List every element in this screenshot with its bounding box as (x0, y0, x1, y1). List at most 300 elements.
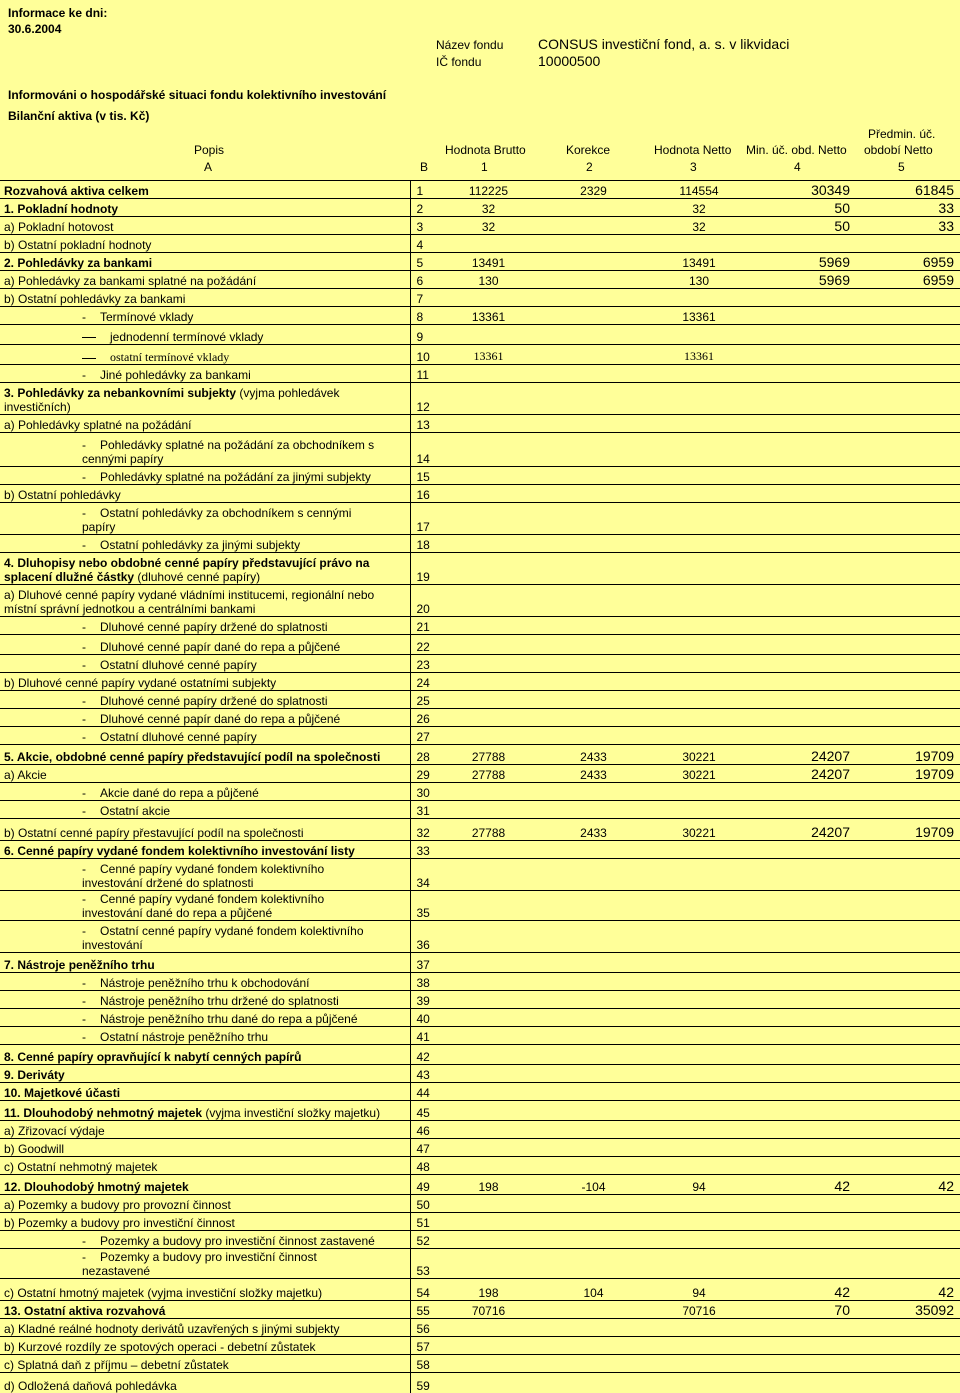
cell-korekce (541, 973, 646, 991)
row-description: 2. Pohledávky za bankami (0, 253, 410, 271)
table-row (0, 345, 960, 365)
cell-korekce (541, 1065, 646, 1083)
table-row (0, 745, 960, 765)
cell-predmin (856, 585, 960, 617)
cell-netto (646, 617, 752, 635)
row-description: - Dluhové cenné papír dané do repa a půjčené (0, 709, 410, 727)
dash-bullet: - (82, 438, 86, 452)
cell-predmin (856, 635, 960, 655)
col-predmin-1: Předmin. úč. (868, 127, 936, 141)
cell-predmin (856, 1065, 960, 1083)
cell-korekce (541, 553, 646, 585)
cell-min (752, 1009, 856, 1027)
row-number: 46 (410, 1121, 436, 1139)
cell-korekce (541, 1027, 646, 1045)
cell-min (752, 325, 856, 345)
cell-korekce (541, 801, 646, 819)
cell-brutto (436, 953, 541, 973)
table-row (0, 1195, 960, 1213)
cell-netto (646, 383, 752, 415)
cell-netto (646, 1213, 752, 1231)
row-number: 49 (410, 1175, 436, 1195)
table-row (0, 1065, 960, 1083)
cell-netto: 30221 (646, 819, 752, 841)
dash-bullet: - (82, 310, 86, 324)
cell-predmin (856, 783, 960, 801)
row-description: 5. Akcie, obdobné cenné papíry představující podíl na společnosti (0, 745, 410, 765)
row-description: a) Kladné reálné hodnoty derivátů uzavřených s jinými subjekty (0, 1319, 410, 1337)
cell-korekce (541, 345, 646, 365)
cell-brutto (436, 655, 541, 673)
row-number: 5 (410, 253, 436, 271)
cell-korekce (541, 271, 646, 289)
row-number: 10 (410, 345, 436, 365)
cell-predmin (856, 553, 960, 585)
row-description: a) Pohledávky za bankami splatné na požádání (0, 271, 410, 289)
row-description: b) Kurzové rozdíly ze spotových operaci - debetní zůstatek (0, 1337, 410, 1355)
cell-netto (646, 535, 752, 553)
cell-korekce (541, 673, 646, 691)
row-description: 8. Cenné papíry opravňující k nabytí cenných papírů (0, 1045, 410, 1065)
cell-netto (646, 325, 752, 345)
row-description: - Ostatní nástroje peněžního trhu (0, 1027, 410, 1045)
cell-korekce (541, 709, 646, 727)
cell-predmin: 33 (856, 199, 960, 217)
col-netto: Hodnota Netto (654, 143, 732, 157)
cell-brutto (436, 485, 541, 503)
cell-min (752, 891, 856, 921)
cell-korekce: 2329 (541, 181, 646, 199)
cell-min (752, 503, 856, 535)
row-description: 3. Pohledávky za nebankovními subjekty (vyjma pohledávek investičních) (0, 383, 410, 415)
dash-bullet: - (82, 1012, 86, 1026)
cell-korekce (541, 1045, 646, 1065)
cell-min: 24207 (752, 819, 856, 841)
cell-korekce: 2433 (541, 745, 646, 765)
table-row (0, 535, 960, 553)
cell-predmin (856, 1231, 960, 1249)
row-number: 23 (410, 655, 436, 673)
cell-korekce (541, 1157, 646, 1175)
table-row (0, 181, 960, 199)
cell-predmin: 19709 (856, 765, 960, 783)
cell-brutto: 13361 (436, 307, 541, 325)
cell-netto (646, 1045, 752, 1065)
cell-netto (646, 1083, 752, 1101)
row-description: - Ostatní akcie (0, 801, 410, 819)
cell-netto: 30221 (646, 745, 752, 765)
cell-min (752, 485, 856, 503)
cell-min (752, 727, 856, 745)
row-description: jednodenní termínové vklady (0, 325, 410, 345)
cell-predmin (856, 345, 960, 365)
row-number: 50 (410, 1195, 436, 1213)
row-description: b) Goodwill (0, 1139, 410, 1157)
cell-predmin (856, 673, 960, 691)
row-number: 59 (410, 1373, 436, 1393)
row-number: 42 (410, 1045, 436, 1065)
cell-netto (646, 1157, 752, 1175)
dash-bullet: - (82, 640, 86, 654)
cell-brutto: 13491 (436, 253, 541, 271)
cell-predmin: 19709 (856, 819, 960, 841)
row-number: 55 (410, 1301, 436, 1319)
table-row (0, 383, 960, 415)
dash-bullet: - (82, 712, 86, 726)
cell-netto: 13491 (646, 253, 752, 271)
cell-brutto (436, 289, 541, 307)
dash-bullet: - (82, 470, 86, 484)
table-row (0, 1157, 960, 1175)
row-description: b) Ostatní pohledávky za bankami (0, 289, 410, 307)
cell-predmin (856, 1337, 960, 1355)
row-description: 7. Nástroje peněžního trhu (0, 953, 410, 973)
table-row (0, 325, 960, 345)
cell-brutto: 32 (436, 199, 541, 217)
cell-predmin (856, 1045, 960, 1065)
dash-bullet: - (82, 1234, 86, 1248)
row-description: - Cenné papíry vydané fondem kolektivního investování dané do repa a půjčené (0, 891, 410, 921)
cell-netto (646, 841, 752, 859)
table-row (0, 1101, 960, 1121)
cell-min (752, 801, 856, 819)
cell-netto (646, 673, 752, 691)
report-header (0, 0, 960, 180)
col-num-4: 4 (794, 160, 801, 174)
cell-korekce (541, 1249, 646, 1279)
cell-brutto (436, 1045, 541, 1065)
table-row (0, 467, 960, 485)
cell-predmin (856, 1027, 960, 1045)
table-row (0, 841, 960, 859)
cell-min (752, 921, 856, 953)
cell-brutto: 32 (436, 217, 541, 235)
cell-netto (646, 433, 752, 467)
cell-brutto (436, 1083, 541, 1101)
row-number: 56 (410, 1319, 436, 1337)
cell-netto (646, 655, 752, 673)
row-number: 40 (410, 1009, 436, 1027)
row-number: 2 (410, 199, 436, 217)
cell-predmin: 6959 (856, 253, 960, 271)
cell-korekce (541, 783, 646, 801)
table-row (0, 819, 960, 841)
table-row (0, 765, 960, 783)
table-row (0, 709, 960, 727)
cell-brutto (436, 973, 541, 991)
cell-netto (646, 503, 752, 535)
row-number: 17 (410, 503, 436, 535)
table-row (0, 1319, 960, 1337)
cell-korekce (541, 1319, 646, 1337)
cell-netto: 70716 (646, 1301, 752, 1319)
cell-korekce (541, 253, 646, 271)
row-description: c) Ostatní hmotný majetek (vyjma investiční složky majetku) (0, 1279, 410, 1301)
cell-netto (646, 553, 752, 585)
cell-min (752, 673, 856, 691)
cell-predmin (856, 921, 960, 953)
row-description: a) Dluhové cenné papíry vydané vládními institucemi, regionální nebo místní správní jednotkou a centrálními bankami (0, 585, 410, 617)
table-row (0, 691, 960, 709)
row-description: b) Pozemky a budovy pro investiční činnost (0, 1213, 410, 1231)
row-description: b) Ostatní pokladní hodnoty (0, 235, 410, 253)
row-description: - Dluhové cenné papíry držené do splatnosti (0, 617, 410, 635)
dash-bullet: - (82, 730, 86, 744)
cell-netto (646, 921, 752, 953)
row-description: a) Pozemky a budovy pro provozní činnost (0, 1195, 410, 1213)
cell-min (752, 1101, 856, 1121)
cell-netto (646, 467, 752, 485)
row-description: - Jiné pohledávky za bankami (0, 365, 410, 383)
ic-label: IČ fondu (436, 55, 482, 69)
row-number: 27 (410, 727, 436, 745)
cell-korekce (541, 1337, 646, 1355)
cell-korekce (541, 235, 646, 253)
table-row (0, 1355, 960, 1373)
cell-brutto (436, 433, 541, 467)
cell-brutto (436, 235, 541, 253)
table-row (0, 1231, 960, 1249)
row-number: 9 (410, 325, 436, 345)
table-row (0, 1337, 960, 1355)
row-number: 53 (410, 1249, 436, 1279)
row-description: - Nástroje peněžního trhu dané do repa a půjčené (0, 1009, 410, 1027)
row-number: 29 (410, 765, 436, 783)
cell-netto (646, 859, 752, 891)
dash-bullet: - (82, 994, 86, 1008)
cell-korekce (541, 467, 646, 485)
row-description: b) Dluhové cenné papíry vydané ostatními subjekty (0, 673, 410, 691)
cell-brutto (436, 1355, 541, 1373)
row-number: 11 (410, 365, 436, 383)
cell-brutto (436, 1213, 541, 1231)
cell-min (752, 1337, 856, 1355)
row-description: - Dluhové cenné papíry držené do splatnosti (0, 691, 410, 709)
line-bullet (82, 358, 96, 359)
cell-min (752, 365, 856, 383)
row-number: 54 (410, 1279, 436, 1301)
cell-korekce (541, 1301, 646, 1319)
cell-netto (646, 635, 752, 655)
cell-netto (646, 1319, 752, 1337)
table-row (0, 973, 960, 991)
table-row (0, 1083, 960, 1101)
cell-korekce (541, 1101, 646, 1121)
ic-value: 10000500 (538, 53, 601, 69)
row-description: b) Ostatní pohledávky (0, 485, 410, 503)
cell-korekce (541, 199, 646, 217)
row-number: 19 (410, 553, 436, 585)
cell-netto (646, 365, 752, 383)
cell-predmin (856, 1195, 960, 1213)
row-number: 26 (410, 709, 436, 727)
row-number: 30 (410, 783, 436, 801)
table-row (0, 783, 960, 801)
cell-korekce (541, 365, 646, 383)
cell-min (752, 841, 856, 859)
col-num-3: 3 (690, 160, 697, 174)
cell-netto (646, 415, 752, 433)
cell-korekce: -104 (541, 1175, 646, 1195)
table-row (0, 617, 960, 635)
cell-brutto (436, 1139, 541, 1157)
cell-brutto: 198 (436, 1175, 541, 1195)
cell-korekce (541, 991, 646, 1009)
cell-brutto (436, 383, 541, 415)
cell-brutto (436, 1009, 541, 1027)
cell-netto: 32 (646, 217, 752, 235)
row-number: 1 (410, 181, 436, 199)
cell-min: 42 (752, 1175, 856, 1195)
cell-min (752, 1355, 856, 1373)
row-number: 37 (410, 953, 436, 973)
table-row (0, 1279, 960, 1301)
row-description: 1. Pokladní hodnoty (0, 199, 410, 217)
cell-min (752, 617, 856, 635)
cell-brutto (436, 691, 541, 709)
cell-min (752, 535, 856, 553)
cell-min (752, 953, 856, 973)
cell-netto (646, 235, 752, 253)
row-description: 12. Dlouhodobý hmotný majetek (0, 1175, 410, 1195)
table-row (0, 1027, 960, 1045)
cell-brutto (436, 467, 541, 485)
cell-predmin (856, 1101, 960, 1121)
cell-netto (646, 953, 752, 973)
cell-brutto: 70716 (436, 1301, 541, 1319)
table-row (0, 271, 960, 289)
cell-min (752, 973, 856, 991)
cell-netto (646, 1009, 752, 1027)
col-korekce: Korekce (566, 143, 611, 157)
cell-predmin (856, 953, 960, 973)
cell-brutto: 130 (436, 271, 541, 289)
cell-min: 50 (752, 199, 856, 217)
table-row (0, 433, 960, 467)
row-number: 13 (410, 415, 436, 433)
row-number: 8 (410, 307, 436, 325)
cell-min (752, 635, 856, 655)
cell-brutto (436, 783, 541, 801)
dash-bullet: - (82, 506, 86, 520)
cell-korekce (541, 307, 646, 325)
table-row (0, 1121, 960, 1139)
row-description: - Pohledávky splatné na požádání za jinými subjekty (0, 467, 410, 485)
cell-korekce (541, 1231, 646, 1249)
cell-korekce (541, 325, 646, 345)
subtitle-info: Informováni o hospodářské situaci fondu kolektivního investování (8, 88, 387, 102)
table-row (0, 289, 960, 307)
row-number: 6 (410, 271, 436, 289)
cell-brutto (436, 1121, 541, 1139)
row-description: - Ostatní dluhové cenné papíry (0, 655, 410, 673)
cell-brutto (436, 801, 541, 819)
table-row (0, 1045, 960, 1065)
subtitle-assets: Bilanční aktiva (v tis. Kč) (8, 109, 150, 123)
cell-min (752, 655, 856, 673)
dash-bullet: - (82, 892, 86, 906)
assets-table (0, 180, 960, 1393)
cell-brutto (436, 503, 541, 535)
row-number: 48 (410, 1157, 436, 1175)
cell-min: 30349 (752, 181, 856, 199)
cell-brutto (436, 991, 541, 1009)
row-description: c) Ostatní nehmotný majetek (0, 1157, 410, 1175)
row-number: 57 (410, 1337, 436, 1355)
cell-predmin (856, 891, 960, 921)
row-number: 47 (410, 1139, 436, 1157)
cell-min (752, 1213, 856, 1231)
cell-brutto (436, 921, 541, 953)
row-description: 13. Ostatní aktiva rozvahová (0, 1301, 410, 1319)
cell-netto (646, 289, 752, 307)
cell-korekce (541, 1213, 646, 1231)
cell-korekce: 2433 (541, 765, 646, 783)
cell-korekce (541, 433, 646, 467)
cell-netto (646, 973, 752, 991)
table-row (0, 655, 960, 673)
row-number: 38 (410, 973, 436, 991)
cell-brutto (436, 1065, 541, 1083)
cell-min (752, 585, 856, 617)
row-number: 36 (410, 921, 436, 953)
cell-min (752, 1045, 856, 1065)
cell-netto (646, 485, 752, 503)
row-number: 32 (410, 819, 436, 841)
cell-predmin: 61845 (856, 181, 960, 199)
cell-predmin: 33 (856, 217, 960, 235)
cell-korekce (541, 485, 646, 503)
cell-predmin (856, 709, 960, 727)
cell-netto (646, 727, 752, 745)
row-number: 22 (410, 635, 436, 655)
cell-predmin (856, 859, 960, 891)
cell-netto (646, 1121, 752, 1139)
table-row (0, 991, 960, 1009)
row-number: 28 (410, 745, 436, 765)
dash-bullet: - (82, 368, 86, 382)
cell-min (752, 383, 856, 415)
cell-min (752, 859, 856, 891)
dash-bullet: - (82, 538, 86, 552)
cell-predmin (856, 1139, 960, 1157)
cell-korekce (541, 1009, 646, 1027)
cell-min: 50 (752, 217, 856, 235)
cell-min (752, 991, 856, 1009)
cell-netto (646, 1027, 752, 1045)
row-number: 4 (410, 235, 436, 253)
table-row (0, 217, 960, 235)
table-row (0, 727, 960, 745)
table-row (0, 859, 960, 891)
row-description: 6. Cenné papíry vydané fondem kolektivního investování listy (0, 841, 410, 859)
cell-brutto (436, 365, 541, 383)
cell-brutto (436, 1157, 541, 1175)
cell-korekce (541, 1355, 646, 1373)
cell-brutto (436, 617, 541, 635)
row-description: 9. Deriváty (0, 1065, 410, 1083)
fund-name-label: Název fondu (436, 38, 504, 52)
row-number: 41 (410, 1027, 436, 1045)
cell-brutto (436, 859, 541, 891)
cell-predmin (856, 691, 960, 709)
cell-brutto (436, 1195, 541, 1213)
cell-korekce: 2433 (541, 819, 646, 841)
cell-brutto (436, 673, 541, 691)
cell-netto: 94 (646, 1279, 752, 1301)
cell-korekce (541, 859, 646, 891)
cell-netto (646, 585, 752, 617)
